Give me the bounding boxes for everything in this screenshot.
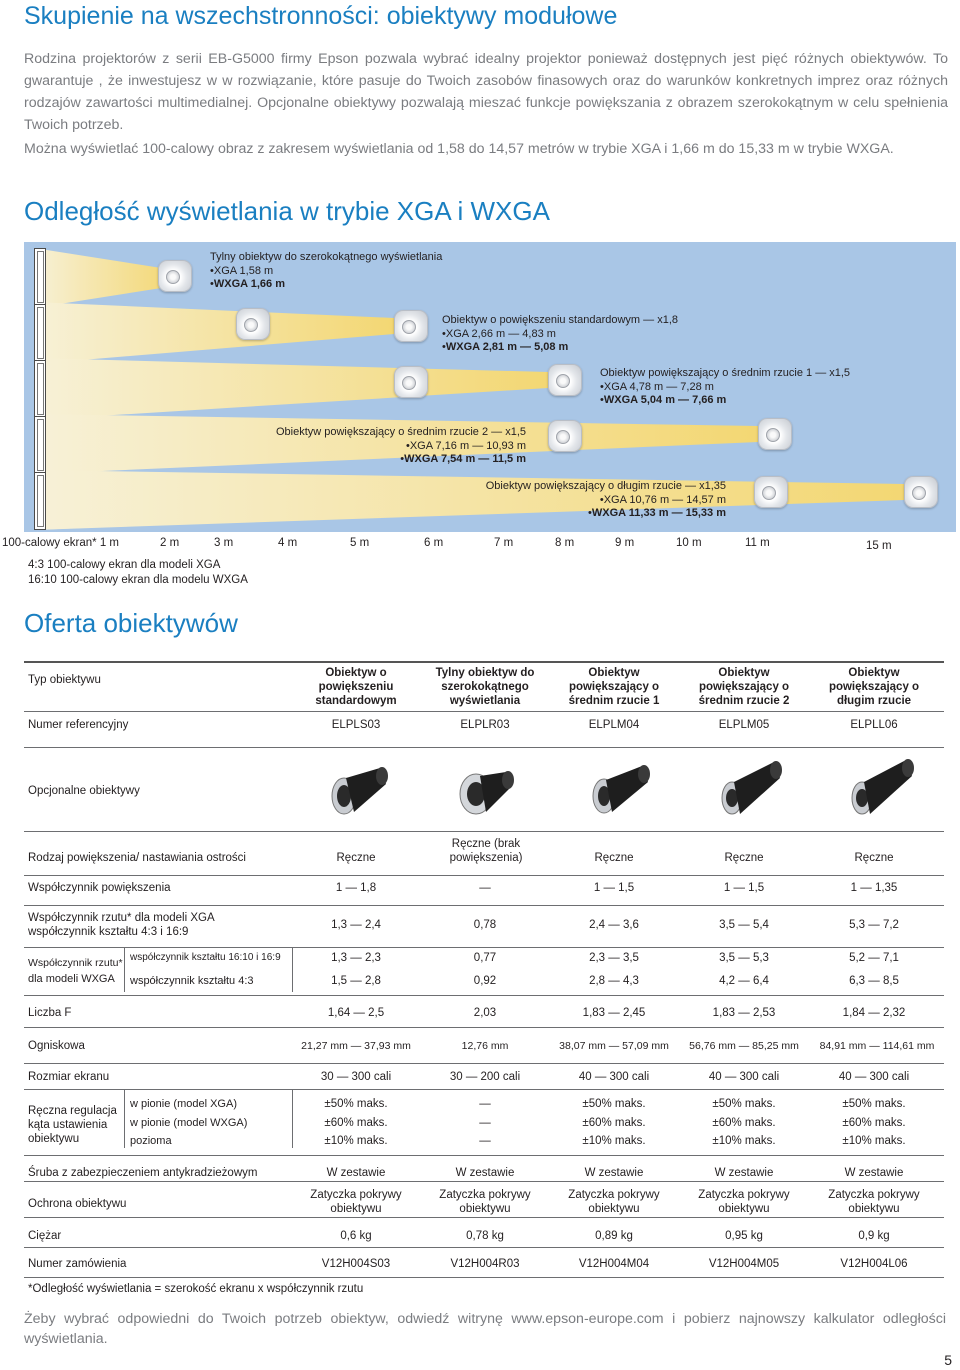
screen-icon (34, 248, 46, 306)
lens-image-icon (452, 754, 522, 824)
projector-icon (754, 476, 788, 508)
lens-image-icon (844, 754, 914, 824)
diagram-title: Odległość wyświetlania w trybie XGA i WXGA (24, 196, 550, 226)
axis-prefix: 100-calowy ekran* 1 m (2, 537, 119, 549)
projector-icon (904, 476, 938, 508)
projector-icon (394, 310, 428, 342)
projector-icon (236, 308, 270, 340)
screen-icon (34, 304, 46, 362)
axis-tick: 5 m (350, 537, 370, 549)
lens-label-middle1: Obiektyw powiększający o średnim rzucie 1 — x1,5 • XGA 4,78 m — 7,28 m • WXGA 5,04 m — 7,66 m (600, 367, 850, 408)
table-row: Numer referencyjny ELPLS03 ELPLR03 ELPLM04 ELPLM05 ELPLL06 (24, 711, 944, 735)
lens-image-icon (584, 754, 654, 824)
lens-label-long: Obiektyw powiększający o długim rzucie — x1,35 • XGA 10,76 m — 14,57 m • WXGA 11,33 m — 15,33 m (470, 480, 726, 521)
footnote: *Odległość wyświetlania = szerokość ekranu x współczynnik rzutu (28, 1283, 364, 1295)
intro-paragraph: Rodzina projektorów z serii EB-G5000 firmy Epson pozwala wybrać idealny projektor ponieważ dostępnych jest pięć różnych obiektywów. To gwarantuje , że inwestujesz w w rozwiązanie, które pasuje do Twoich zasobów finasowych oraz do warunków konkretnych imprez oraz różnych rodzajów zawartości multimedialnej. Opcjonalne obiektywy pozwalają mieszać funkcje powiększania z obrazem szerokokątnym w celu spełnienia Twoich potrzeb. (24, 51, 948, 133)
lens-label-wide: Tylny obiektyw do szerokokątnego wyświetlania • XGA 1,58 m • WXGA 1,66 m (210, 251, 442, 292)
projector-icon (158, 260, 192, 292)
axis-tick: 3 m (214, 537, 234, 549)
screen-legend: 4:3 100-calowy ekran dla modeli XGA 16:10 100-calowy ekran dla modelu WXGA (28, 559, 248, 586)
beam-3b (34, 358, 548, 420)
lens-image-icon (324, 754, 394, 824)
screen-icon (34, 416, 46, 474)
table-row: Typ obiektywu Obiektyw o powiększeniu standardowym Tylny obiektyw do szerokokątnego wyświetlania Obiektyw powiększający o średnim rzucie 1 Obiektyw powiększający o średnim rzucie 2 Obiektyw powiększający o długim rzucie (24, 661, 944, 711)
table-row: Ogniskowa 21,27 mm — 37,93 mm 12,76 mm 38,07 mm — 57,09 mm 56,76 mm — 85,25 mm 84,91 mm — 114,61 mm (24, 1027, 944, 1063)
beam-2b (34, 302, 394, 364)
table-row: Rodzaj powiększenia/ nastawiania ostrości Ręczne Ręczne (brak powiększenia) Ręczne Ręczne Ręczne (24, 831, 944, 871)
screen-icon (34, 360, 46, 418)
table-row: Współczynnik powiększenia 1 — 1,8 — 1 — 1,5 1 — 1,5 1 — 1,35 (24, 875, 944, 901)
axis-tick: 15 m (866, 540, 892, 552)
projector-icon (548, 364, 582, 396)
axis-tick: 11 m (745, 537, 770, 549)
offer-title: Oferta obiektywów (24, 608, 238, 638)
page-number: 5 (944, 1352, 952, 1368)
axis-tick: 8 m (555, 537, 575, 549)
axis-tick: 7 m (494, 537, 514, 549)
beam-1 (34, 248, 174, 308)
axis-tick: 9 m (615, 537, 635, 549)
table-row: Współczynnik rzutu* dla modeli WXGA współczynnik kształtu 16:10 i 16:9 współczynnik kształtu 4:3 1,3 — 2,3 0,77 2,3 — 3,5 3,5 — 5,3 5,2 — 7,1 1,5 — 2,8 0,92 2,8 — 4,3 4,2 — 6,4 6,3 — 8,5 (24, 947, 944, 991)
projector-icon (548, 420, 582, 452)
axis-tick: 2 m (160, 537, 180, 549)
table-row: Ciężar 0,6 kg 0,78 kg 0,89 kg 0,95 kg 0,9 kg (24, 1217, 944, 1247)
page-title: Skupienie na wszechstronności: obiektywy modułowe (24, 2, 618, 30)
intro-paragraph-2: Można wyświetlać 100-calowy obraz z zakresem wyświetlania od 1,58 do 14,57 metrów w trybie XGA i 1,66 m do 15,33 m w trybie WXGA. (24, 141, 894, 157)
table-row: Numer zamówienia V12H004S03 V12H004R03 V12H004M04 V12H004M05 V12H004L06 (24, 1247, 944, 1278)
lens-image-icon (714, 754, 784, 824)
lens-label-middle2: Obiektyw powiększający o średnim rzucie 2 — x1,5 • XGA 7,16 m — 10,93 m • WXGA 7,54 m — 11,5 m (270, 426, 526, 467)
screen-icon (34, 472, 46, 530)
table-row: Opcjonalne obiektywy (24, 747, 944, 831)
axis-tick: 10 m (676, 537, 702, 549)
table-row: Liczba F 1,64 — 2,5 2,03 1,83 — 2,45 1,83 — 2,53 1,84 — 2,32 (24, 995, 944, 1027)
table-row: Współczynnik rzutu* dla modeli XGA współczynnik kształtu 4:3 i 16:9 1,3 — 2,4 0,78 2,4 — 3,6 3,5 — 5,4 5,3 — 7,2 (24, 905, 944, 941)
table-row: Rozmiar ekranu 30 — 300 cali 30 — 200 cali 40 — 300 cali 40 — 300 cali 40 — 300 cali (24, 1063, 944, 1089)
lens-label-standard: Obiektyw o powiększeniu standardowym — x1,8 • XGA 2,66 m — 4,83 m • WXGA 2,81 m — 5,08 m (442, 314, 678, 355)
throw-distance-diagram (24, 242, 956, 532)
table-row: Śruba z zabezpieczeniem antykradzieżowym W zestawie W zestawie W zestawie W zestawie W zestawie (24, 1155, 944, 1181)
axis-tick: 4 m (278, 537, 298, 549)
table-row: Ręczna regulacja kąta ustawienia obiektywu w pionie (model XGA) w pionie (model WXGA) pozioma ±50% maks. — ±50% maks. ±50% maks. ±50% maks. ±60% maks. — ±60% maks. ±60% maks. ±60% maks. ±10% maks. — ±10% maks. ±10% maks. ±10% maks. (24, 1089, 944, 1147)
axis-tick: 6 m (424, 537, 444, 549)
table-row: Ochrona obiektywu Zatyczka pokrywy obiektywu Zatyczka pokrywy obiektywu Zatyczka pokrywy obiektywu Zatyczka pokrywy obiektywu Zatyczka pokrywy obiektywu (24, 1181, 944, 1217)
projector-icon (758, 418, 792, 450)
outro-paragraph: Żeby wybrać odpowiedni do Twoich potrzeb obiektyw, odwiedź witrynę www.epson-europe.com i pobierz najnowszy kalkulator odległości wyświetlania. (24, 1311, 946, 1347)
projector-icon (394, 366, 428, 398)
